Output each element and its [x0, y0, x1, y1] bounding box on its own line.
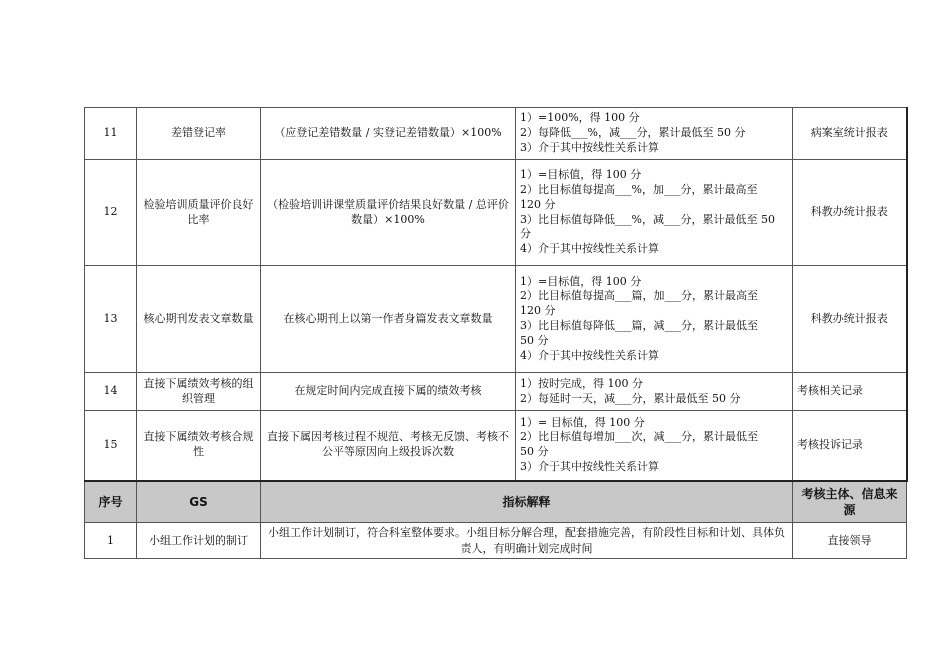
row-number: 13	[85, 266, 137, 373]
rule-line: 3）比目标值每降低___%，减___分，累计最低至 50	[520, 212, 775, 226]
rule-line: 1）=100%，得 100 分	[520, 111, 640, 125]
table-row	[85, 523, 907, 559]
scoring-rules	[516, 373, 793, 411]
table-row	[85, 266, 907, 373]
scoring-rules	[516, 411, 793, 481]
data-source: 直接领导	[793, 523, 907, 559]
row-number: 12	[85, 160, 137, 266]
indicator-table	[84, 107, 908, 559]
rule-line: 2）比目标值每增加___次，减___分，累计最低至	[520, 430, 758, 444]
row-number: 1	[85, 523, 137, 559]
indicator-formula: （检验培训讲课堂质量评价结果良好数量 / 总评价数量）×100%	[261, 160, 516, 266]
header-no: 序号	[85, 481, 137, 523]
indicator-name: 差错登记率	[137, 108, 261, 160]
rule-line: 3）介于其中按线性关系计算	[520, 460, 659, 474]
header-explain: 指标解释	[261, 481, 793, 523]
rule-line: 120 分	[520, 304, 556, 318]
gs-explanation: 小组工作计划制订，符合科室整体要求。小组目标分解合理，配套措施完善，有阶段性目标和计划、具体负责人，有明确计划完成时间	[261, 523, 793, 559]
indicator-name: 直接下属绩效考核的组织管理	[137, 373, 261, 411]
rule-line: 120 分	[520, 197, 556, 211]
scoring-rules	[516, 266, 793, 373]
rule-line: 2）比目标值每提高___%，加___分，累计最高至	[520, 182, 758, 196]
header-source: 考核主体、信息来源	[793, 481, 907, 523]
indicator-formula: 直接下属因考核过程不规范、考核无反馈、考核不公平等原因向上级投诉次数	[261, 411, 516, 481]
data-source: 考核相关记录	[793, 373, 907, 411]
data-source: 考核投诉记录	[793, 411, 907, 481]
gs-name: 小组工作计划的制订	[137, 523, 261, 559]
table-header-row	[85, 481, 907, 523]
indicator-formula: 在规定时间内完成直接下属的绩效考核	[261, 373, 516, 411]
rule-line: 4）介于其中按线性关系计算	[520, 348, 659, 362]
rule-line: 3）介于其中按线性关系计算	[520, 140, 659, 154]
data-source: 科教办统计报表	[793, 160, 907, 266]
table-row	[85, 411, 907, 481]
rule-line: 1）=目标值，得 100 分	[520, 168, 642, 182]
rule-line: 4）介于其中按线性关系计算	[520, 242, 659, 256]
rule-line: 50 分	[520, 333, 549, 347]
row-number: 14	[85, 373, 137, 411]
indicator-name: 检验培训质量评价良好比率	[137, 160, 261, 266]
rule-line: 2）每降低___%，减___分，累计最低至 50 分	[520, 126, 746, 140]
table-row	[85, 108, 907, 160]
rule-line: 2）每延时一天，减___分，累计最低至 50 分	[520, 391, 741, 405]
data-source: 科教办统计报表	[793, 266, 907, 373]
data-source: 病案室统计报表	[793, 108, 907, 160]
table-row	[85, 373, 907, 411]
rule-line: 1）按时完成，得 100 分	[520, 376, 643, 390]
rule-line: 分	[520, 227, 531, 241]
row-number: 11	[85, 108, 137, 160]
scoring-rules	[516, 160, 793, 266]
header-gs: GS	[137, 481, 261, 523]
rule-line: 2）比目标值每提高___篇，加___分，累计最高至	[520, 289, 758, 303]
indicator-name: 直接下属绩效考核合规性	[137, 411, 261, 481]
rule-line: 1）= 目标值，得 100 分	[520, 415, 645, 429]
rule-line: 3）比目标值每降低___篇，减___分，累计最低至	[520, 319, 758, 332]
table-row	[85, 160, 907, 266]
indicator-name: 核心期刊发表文章数量	[137, 266, 261, 373]
rule-line: 1）=目标值，得 100 分	[520, 274, 642, 288]
scoring-rules	[516, 108, 793, 160]
indicator-formula: 在核心期刊上以第一作者身篇发表文章数量	[261, 266, 516, 373]
row-number: 15	[85, 411, 137, 481]
indicator-formula: （应登记差错数量 / 实登记差错数量）×100%	[261, 108, 516, 160]
rule-line: 50 分	[520, 445, 549, 459]
